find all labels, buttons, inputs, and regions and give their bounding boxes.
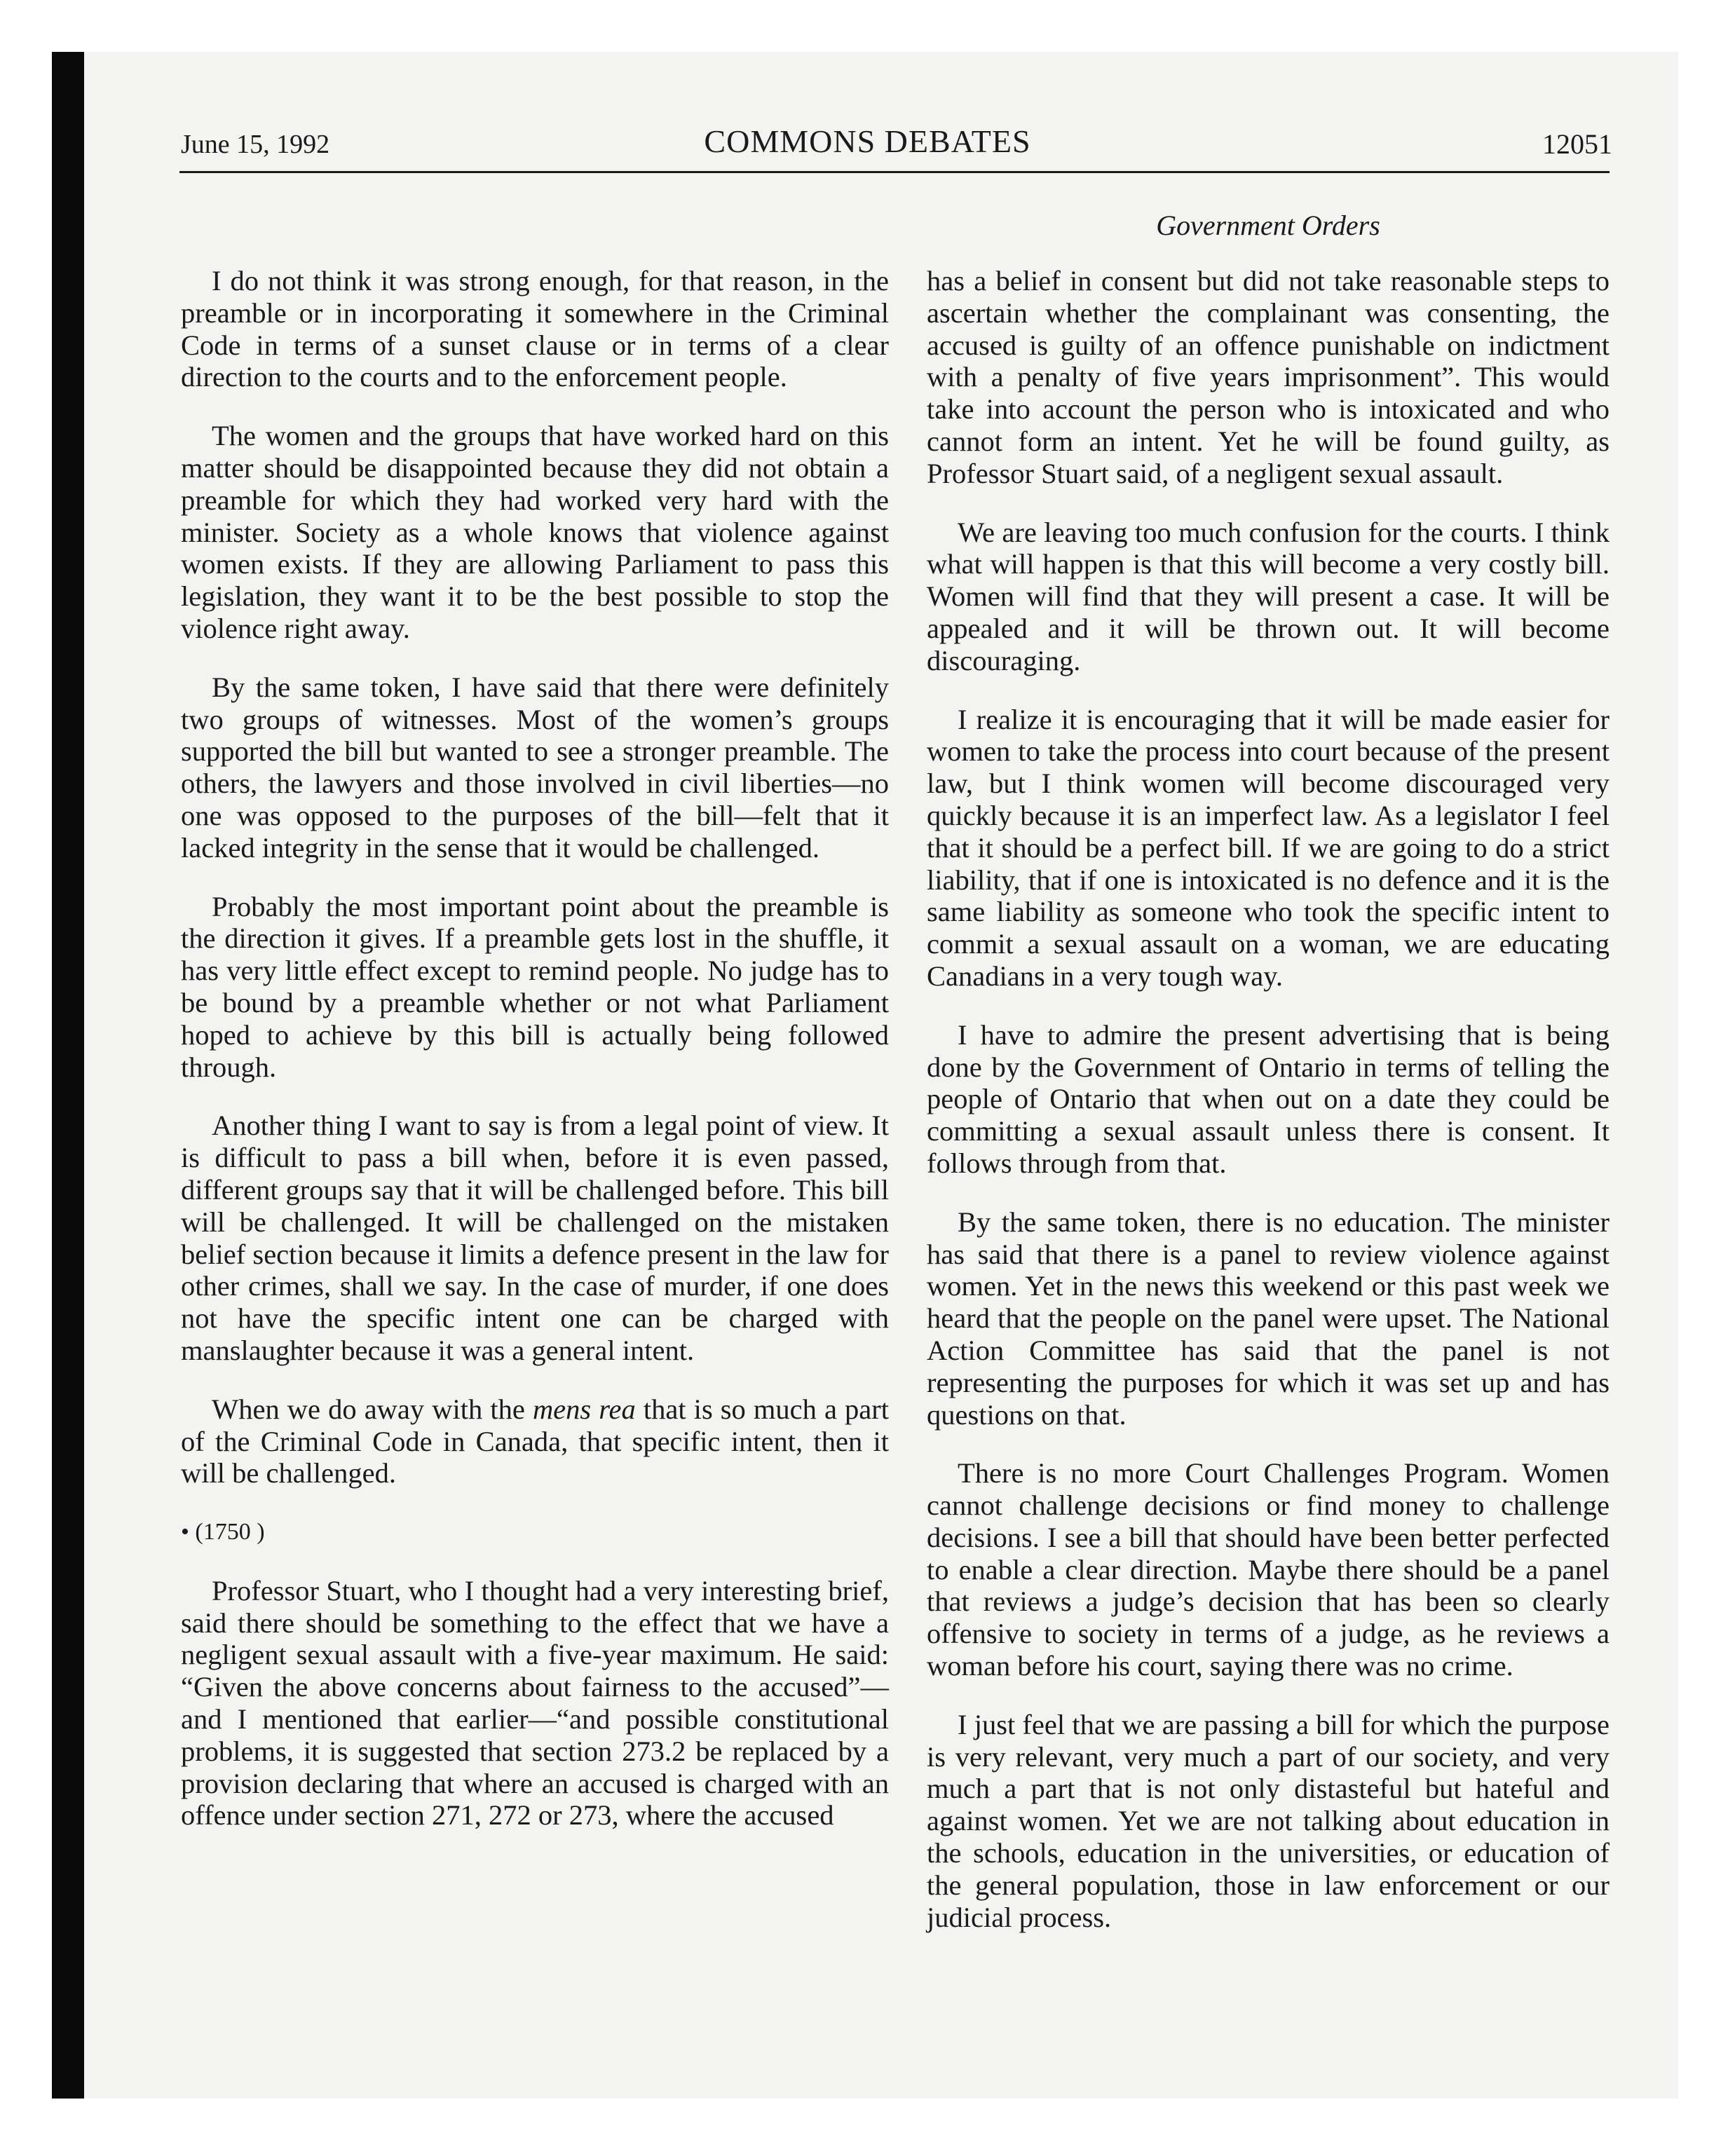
paragraph: I do not think it was strong enough, for that reason, in the preamble or in incorporating it somewhere in the Criminal Code in terms of a sunset clause or in terms of a clear direction to the courts and to the enforcement people.: [181, 265, 889, 393]
time-marker: • (1750 ): [181, 1519, 265, 1546]
paragraph: By the same token, there is no education. The minister has said that there is a panel to review violence against women. Yet in the news this weekend or this past week we heard that the people on the panel were upset. The National Action Committee has said that the panel is not representing the purposes for which it was set up and has questions on that.: [927, 1206, 1610, 1431]
paragraph: I have to admire the present advertising that is being done by the Government of Ontario in terms of telling the people of Ontario that when out on a date they could be committing a sexual assault unless there is consent. It follows through from that.: [927, 1018, 1610, 1179]
paragraph: There is no more Court Challenges Program. Women cannot challenge decisions or find money to challenge decisions. I see a bill that should have been better perfected to enable a clear direction. Maybe there should be a panel that reviews a judge’s decision that has been so clearly offensive to society in terms of a judge, as he reviews a woman before his court, saying there was no crime.: [927, 1457, 1610, 1682]
header-rule: [179, 171, 1610, 173]
paragraph-continued: has a belief in consent but did not take reasonable steps to ascertain whether the complainant was consenting, the accused is guilty of an offence punishable on indictment with a penalty of five years imprisonment”. This would take into account the person who is intoxicated and who cannot form an intent. Yet he will be found guilty, as Professor Stuart said, of a negligent sexual assault.: [927, 265, 1610, 489]
paragraph: Probably the most important point about the preamble is the direction it gives. If a preamble gets lost in the shuffle, it has very little effect except to remind people. No judge has to be bound by a preamble whether or not what Parliament hoped to achieve by this bill is actually being followed through.: [181, 890, 889, 1083]
left-column: [181, 265, 889, 1831]
header-page-number: 12051: [1542, 128, 1612, 160]
scan-edge-shadow: [52, 52, 84, 2099]
paragraph: Another thing I want to say is from a legal point of view. It is difficult to pass a bill when, before it is even passed, different groups say that it will be challenged before. This bill will be challenged. It will be challenged on the mistaken belief section because it limits a defence present in the law for other crimes, shall we say. In the case of murder, if one does not have the specific intent one can be charged with manslaughter because it was a general intent.: [181, 1110, 889, 1366]
paragraph: We are leaving too much confusion for the courts. I think what will happen is that this will become a very costly bill. Women will find that they will present a case. It will be appealed and it will be thrown out. It will become discouraging.: [927, 516, 1610, 676]
paragraph: I realize it is encouraging that it will be made easier for women to take the process into court because of the present law, but I think women will become discouraged very quickly because it is an imperfect law. As a legislator I feel that it should be a perfect bill. If we are going to do a strict liability, that if one is intoxicated is no defence and it is the same liability as someone who took the specific intent to commit a sexual assault on a woman, we are educating Canadians in a very tough way.: [927, 703, 1610, 992]
text-run: that is so much a part of the Criminal Code in Canada, that specific intent, then it will be challenged.: [181, 1393, 890, 1489]
header-date: June 15, 1992: [181, 130, 330, 159]
paragraph: I just feel that we are passing a bill for which the purpose is very relevant, very much a part of our society, and very much a part that is not only distasteful but hateful and against women. Yet we are not talking about education in the schools, education in the universities, or education of the general population, those in law enforcement or our judicial process.: [927, 1708, 1610, 1933]
header-title: COMMONS DEBATES: [704, 123, 1031, 159]
right-column: [927, 265, 1610, 1933]
italic-term: mens rea: [532, 1393, 636, 1425]
text-run: When we do away with the: [212, 1393, 533, 1425]
paragraph: The women and the groups that have worked hard on this matter should be disappointed because they did not obtain a preamble for which they had worked very hard with the minister. Society as a whole knows that violence against women exists. If they are allowing Parliament to pass this legislation, they want it to be the best possible to stop the violence right away.: [181, 420, 889, 644]
paragraph: Professor Stuart, who I thought had a very interesting brief, said there should be something to the effect that we have a negligent sexual assault with a five-year maximum. He said: “Given the above concerns about fairness to the accused”—and I mentioned that earlier—“and possible constitutional problems, it is suggested that section 273.2 be replaced by a provision declaring that where an accused is charged with an offence under section 271, 272 or 273, where the accused: [181, 1574, 889, 1831]
section-label: Government Orders: [1156, 210, 1380, 241]
paragraph: By the same token, I have said that there were definitely two groups of witnesses. Most of the women’s groups supported the bill but wanted to see a stronger preamble. The others, the lawyers and those involved in civil liberties—no one was opposed to the purposes of the bill—felt that it lacked integrity in the sense that it would be challenged.: [181, 671, 889, 864]
paragraph-mens-rea: [181, 1393, 889, 1489]
